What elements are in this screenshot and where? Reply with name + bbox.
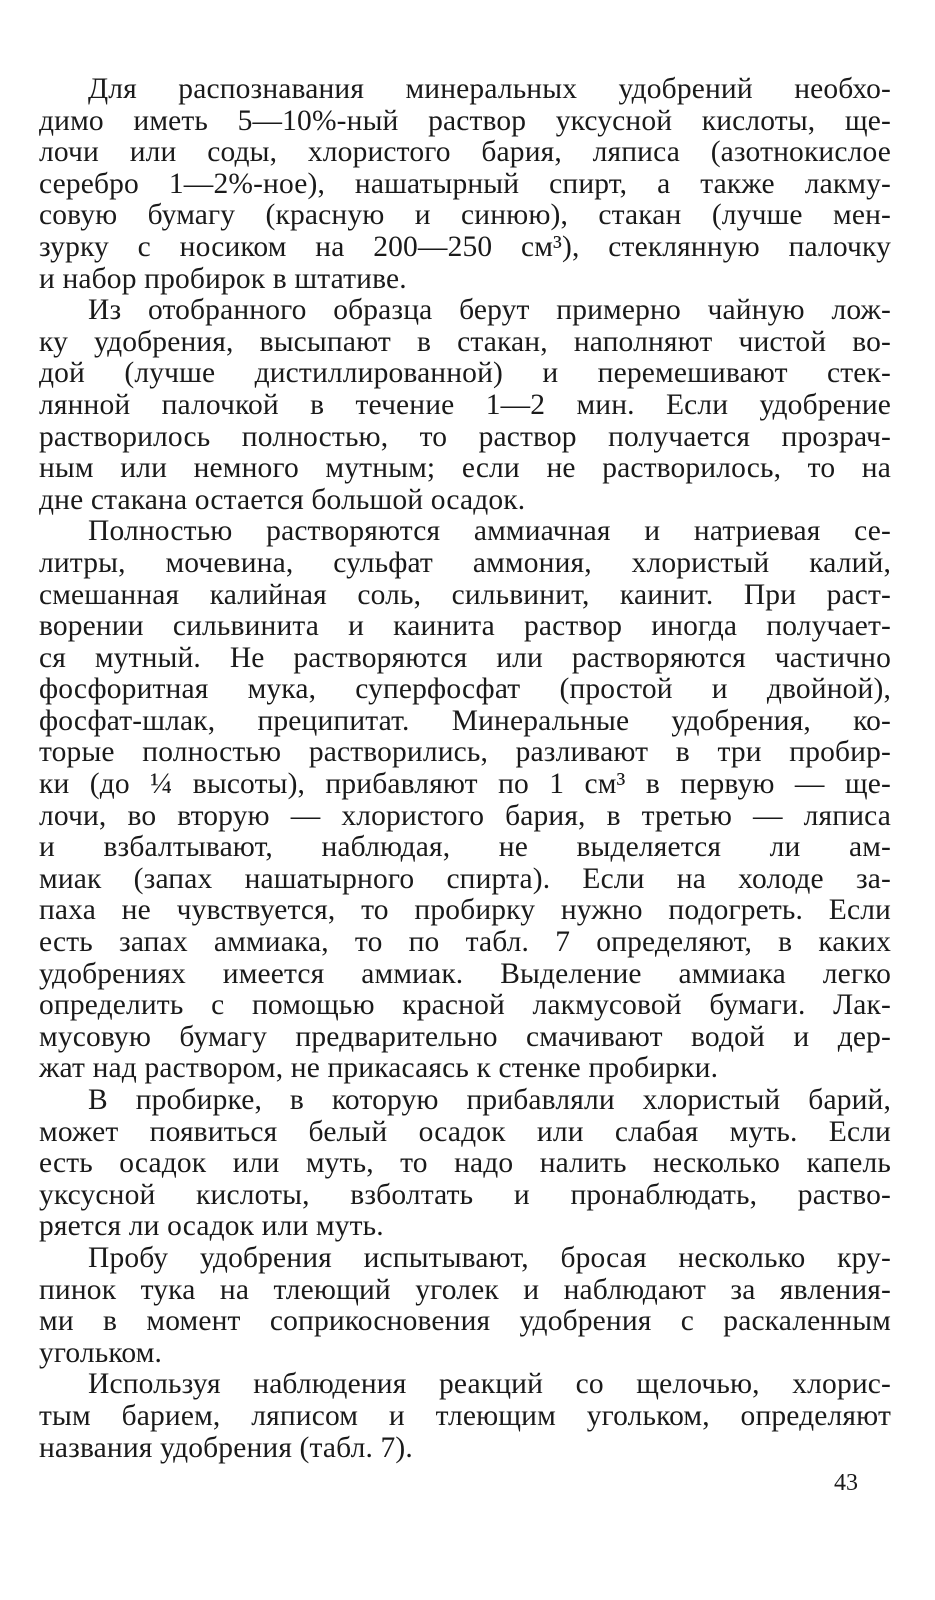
text-line: литры, мочевина, сульфат аммония, хлористый калий, bbox=[39, 546, 891, 579]
text-line: ным или немного мутным; если не растворилось, то на bbox=[39, 452, 891, 485]
text-line: Для распознавания минеральных удобрений необхо- bbox=[88, 73, 891, 105]
paragraph-2 bbox=[39, 295, 891, 516]
text-line: и набор пробирок в штативе. bbox=[39, 262, 407, 295]
text-line: ворении сильвинита и каинита раствор иногда получает- bbox=[39, 610, 891, 643]
paragraph-1 bbox=[39, 74, 891, 295]
text-line: паха не чувствуется, то пробирку нужно подогреть. Если bbox=[39, 894, 891, 927]
text-line: определить с помощью красной лакмусовой бумаги. Лак- bbox=[39, 989, 891, 1022]
text-line: жат над раствором, не прикасаясь к стенке пробирки. bbox=[39, 1052, 719, 1085]
text-line: ку удобрения, высыпают в стакан, наполняют чистой во- bbox=[39, 325, 891, 358]
text-line: растворилось полностью, то раствор получается прозрач- bbox=[39, 420, 891, 453]
text-line: ряется ли осадок или муть. bbox=[39, 1210, 384, 1243]
text-line: дне стакана остается большой осадок. bbox=[39, 483, 526, 516]
text-line: зурку с носиком на 200—250 см³), стеклянную палочку bbox=[39, 230, 891, 263]
paragraph-5 bbox=[39, 1243, 891, 1369]
paragraph-3 bbox=[39, 516, 891, 1085]
text-line: фосфоритная мука, суперфосфат (простой и двойной), bbox=[39, 673, 891, 706]
text-line: удобрениях имеется аммиак. Выделение аммиака легко bbox=[39, 957, 891, 990]
book-page-body bbox=[39, 74, 891, 1464]
text-line: лочи, во вторую — хлористого бария, в третью — ляписа bbox=[39, 799, 891, 832]
text-line: Полностью растворяются аммиачная и натриевая се- bbox=[88, 515, 891, 548]
paragraph-6 bbox=[39, 1369, 891, 1464]
text-line: серебро 1—2%-ное), нашатырный спирт, а также лакму- bbox=[39, 167, 891, 200]
text-line: и взбалтывают, наблюдая, не выделяется ли ам- bbox=[39, 831, 891, 864]
text-line: лянной палочкой в течение 1—2 мин. Если удобрение bbox=[39, 388, 891, 421]
text-line: может появиться белый осадок или слабая муть. Если bbox=[39, 1115, 891, 1148]
text-line: торые полностью растворились, разливают в три пробир- bbox=[39, 736, 891, 769]
text-line: ся мутный. Не растворяются или растворяются частично bbox=[39, 641, 891, 674]
text-line: В пробирке, в которую прибавляли хлористый барий, bbox=[88, 1084, 891, 1116]
text-line: уксусной кислоты, взболтать и пронаблюдать, раство- bbox=[39, 1178, 891, 1211]
text-line: Используя наблюдения реакций со щелочью, хлорис- bbox=[88, 1368, 891, 1401]
text-line: мусовую бумагу предварительно смачивают водой и дер- bbox=[39, 1020, 891, 1053]
text-line: есть осадок или муть, то надо налить несколько капель bbox=[39, 1147, 891, 1180]
text-line: фосфат-шлак, преципитат. Минеральные удобрения, ко- bbox=[39, 704, 891, 737]
text-line: ми в момент соприкосновения удобрения с раскаленным bbox=[39, 1305, 891, 1338]
paragraph-4 bbox=[39, 1085, 891, 1243]
text-line: пинок тука на тлеющий уголек и наблюдают за явления- bbox=[39, 1273, 891, 1306]
text-line: лочи или соды, хлористого бария, ляписа (азотнокислое bbox=[39, 136, 891, 169]
text-line: ки (до ¼ высоты), прибавляют по 1 см³ в первую — ще- bbox=[39, 768, 891, 801]
text-line: дой (лучше дистиллированной) и перемешивают стек- bbox=[39, 357, 891, 390]
page-number: 43 bbox=[834, 1470, 858, 1496]
text-line: миак (запах нашатырного спирта). Если на холоде за- bbox=[39, 862, 891, 895]
text-line: тым барием, ляписом и тлеющим угольком, определяют bbox=[39, 1399, 891, 1432]
text-line: Из отобранного образца берут примерно чайную лож- bbox=[88, 294, 891, 327]
text-line: совую бумагу (красную и синюю), стакан (лучше мен- bbox=[39, 199, 891, 232]
text-line: есть запах аммиака, то по табл. 7 определяют, в каких bbox=[39, 926, 891, 959]
text-line: димо иметь 5—10%-ный раствор уксусной кислоты, ще- bbox=[39, 104, 891, 137]
text-line: угольком. bbox=[39, 1336, 163, 1369]
text-line: Пробу удобрения испытывают, бросая несколько кру- bbox=[88, 1241, 891, 1274]
text-line: смешанная калийная соль, сильвинит, каинит. При раст- bbox=[39, 578, 891, 611]
text-line: названия удобрения (табл. 7). bbox=[39, 1431, 413, 1464]
